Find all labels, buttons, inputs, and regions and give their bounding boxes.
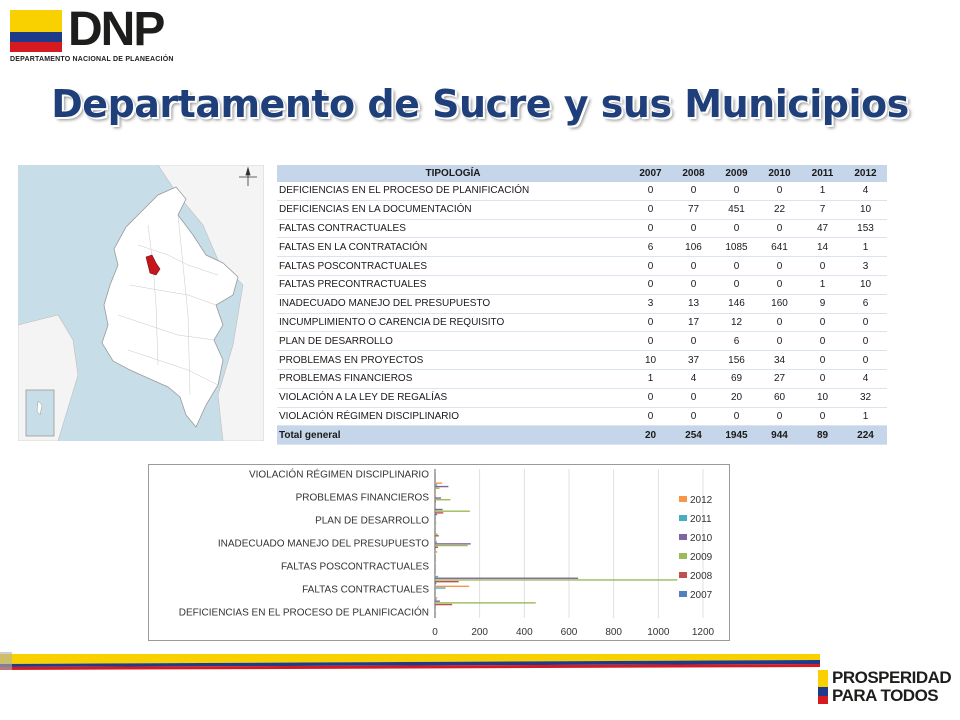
value-cell: 1 [629, 369, 672, 388]
bar-2009 [435, 522, 436, 523]
value-cell: 89 [801, 426, 844, 445]
value-cell: 6 [715, 332, 758, 351]
table-row [277, 351, 887, 370]
data-table [277, 165, 887, 445]
value-cell: 0 [672, 257, 715, 276]
chart-svg [149, 465, 729, 640]
bar-2007 [435, 514, 437, 515]
value-cell: 12 [715, 313, 758, 332]
bar-2008 [435, 604, 452, 605]
tipologia-cell: INADECUADO MANEJO DEL PRESUPUESTO [277, 294, 629, 313]
tipologia-cell: PROBLEMAS EN PROYECTOS [277, 351, 629, 370]
value-cell: 0 [672, 182, 715, 200]
header-2008: 2008 [672, 165, 715, 182]
logo-text: DNP [68, 3, 164, 56]
bar-2011 [435, 484, 437, 485]
value-cell: 0 [715, 219, 758, 238]
value-cell: 944 [758, 426, 801, 445]
value-cell: 60 [758, 388, 801, 407]
header-2009: 2009 [715, 165, 758, 182]
bar-2012 [435, 609, 436, 610]
table-row [277, 388, 887, 407]
legend-swatch-2011 [679, 515, 687, 521]
bar-2010 [435, 543, 471, 544]
value-cell: 0 [758, 257, 801, 276]
value-cell: 224 [844, 426, 887, 445]
value-cell: 0 [715, 257, 758, 276]
bar-2010 [435, 600, 440, 601]
value-cell: 0 [844, 313, 887, 332]
value-cell: 1 [801, 275, 844, 294]
logo-subtitle: DEPARTAMENTO NACIONAL DE PLANEACIÓN [10, 56, 174, 63]
y-category-label: FALTAS POSCONTRACTUALES [281, 561, 429, 573]
y-category-label: INADECUADO MANEJO DEL PRESUPUESTO [217, 538, 429, 550]
para-todos-text: PARA TODOS [832, 686, 939, 705]
table-row [277, 219, 887, 238]
x-tick-label: 0 [432, 627, 438, 638]
x-tick-label: 400 [515, 627, 533, 638]
value-cell: 77 [672, 200, 715, 219]
bar-2009 [435, 510, 470, 511]
bar-2008 [435, 547, 438, 548]
value-cell: 3 [844, 257, 887, 276]
colombia-map [18, 165, 264, 441]
y-category-label: FALTAS CONTRACTUALES [302, 584, 429, 596]
value-cell: 0 [672, 275, 715, 294]
bar-2007 [435, 548, 436, 549]
tipologia-cell: PROBLEMAS FINANCIEROS [277, 369, 629, 388]
value-cell: 156 [715, 351, 758, 370]
value-cell: 27 [758, 369, 801, 388]
value-cell: 0 [629, 182, 672, 200]
value-cell: 0 [715, 275, 758, 294]
value-cell: 32 [844, 388, 887, 407]
table-row [277, 238, 887, 257]
value-cell: 160 [758, 294, 801, 313]
bar-2009 [435, 545, 468, 546]
bar-2010 [435, 578, 578, 579]
value-cell: 10 [844, 275, 887, 294]
bar-2012 [435, 540, 436, 541]
table-row [277, 275, 887, 294]
table-header-row [277, 165, 887, 182]
bar-2010 [435, 486, 448, 487]
value-cell: 0 [629, 219, 672, 238]
legend-swatch-2010 [679, 534, 687, 540]
value-cell: 0 [629, 275, 672, 294]
table-row [277, 182, 887, 200]
value-cell: 69 [715, 369, 758, 388]
legend-label-2009: 2009 [690, 552, 713, 563]
value-cell: 0 [758, 407, 801, 426]
legend-label-2012: 2012 [690, 495, 713, 506]
bar-2012 [435, 471, 436, 472]
table-row [277, 407, 887, 426]
value-cell: 4 [844, 182, 887, 200]
value-cell: 0 [629, 407, 672, 426]
value-cell: 17 [672, 313, 715, 332]
bar-2011 [435, 610, 436, 611]
table-row [277, 313, 887, 332]
table-row [277, 200, 887, 219]
bar-2011 [435, 587, 445, 588]
bar-2012 [435, 494, 436, 495]
header-2011: 2011 [801, 165, 844, 182]
value-cell: 0 [672, 388, 715, 407]
table-row [277, 294, 887, 313]
x-tick-label: 200 [471, 627, 489, 638]
value-cell: 3 [629, 294, 672, 313]
value-cell: 0 [801, 369, 844, 388]
value-cell: 9 [801, 294, 844, 313]
tipologia-cell: VIOLACIÓN RÉGIMEN DISCIPLINARIO [277, 407, 629, 426]
total-label: Total general [277, 426, 629, 445]
header-2012: 2012 [844, 165, 887, 182]
value-cell: 0 [715, 407, 758, 426]
value-cell: 0 [758, 332, 801, 351]
bar-2008 [435, 581, 459, 582]
bar-2007 [435, 583, 436, 584]
value-cell: 10 [844, 200, 887, 219]
legend-label-2007: 2007 [690, 590, 713, 601]
value-cell: 1 [844, 407, 887, 426]
value-cell: 34 [758, 351, 801, 370]
prosperidad-logo [818, 668, 952, 708]
x-tick-label: 1200 [691, 627, 715, 638]
bar-2011 [435, 599, 437, 600]
bar-2009 [435, 579, 677, 580]
value-cell: 146 [715, 294, 758, 313]
bar-2011 [435, 576, 438, 577]
value-cell: 0 [629, 257, 672, 276]
bar-2012 [435, 563, 436, 564]
value-cell: 0 [801, 257, 844, 276]
value-cell: 0 [801, 407, 844, 426]
table-row [277, 332, 887, 351]
header-tipologia: TIPOLOGÍA [277, 165, 629, 182]
value-cell: 0 [844, 332, 887, 351]
bar-2012 [435, 574, 436, 575]
dnp-logo [10, 3, 190, 68]
value-cell: 37 [672, 351, 715, 370]
bar-2008 [435, 535, 439, 536]
value-cell: 254 [672, 426, 715, 445]
y-category-label: PROBLEMAS FINANCIEROS [295, 492, 429, 504]
value-cell: 0 [758, 219, 801, 238]
tipologia-cell: FALTAS POSCONTRACTUALES [277, 257, 629, 276]
value-cell: 153 [844, 219, 887, 238]
value-cell: 20 [715, 388, 758, 407]
value-cell: 13 [672, 294, 715, 313]
header-2007: 2007 [629, 165, 672, 182]
value-cell: 4 [844, 369, 887, 388]
tipologia-cell: PLAN DE DESARROLLO [277, 332, 629, 351]
bar-2010 [435, 509, 443, 510]
header-2010: 2010 [758, 165, 801, 182]
value-cell: 0 [801, 313, 844, 332]
bar-2007 [435, 502, 436, 503]
tipologia-cell: FALTAS CONTRACTUALES [277, 219, 629, 238]
legend-label-2011: 2011 [690, 514, 712, 525]
value-cell: 0 [844, 351, 887, 370]
bar-2009 [435, 602, 536, 603]
value-cell: 47 [801, 219, 844, 238]
value-cell: 0 [758, 313, 801, 332]
bar-2012 [435, 586, 469, 587]
value-cell: 641 [758, 238, 801, 257]
x-tick-label: 1000 [647, 627, 670, 638]
value-cell: 0 [672, 407, 715, 426]
value-cell: 0 [629, 313, 672, 332]
value-cell: 0 [801, 351, 844, 370]
y-category-label: VIOLACIÓN RÉGIMEN DISCIPLINARIO [248, 469, 429, 481]
bar-2011 [435, 541, 437, 542]
value-cell: 0 [801, 332, 844, 351]
prosperidad-text: PROSPERIDAD [832, 668, 952, 687]
bar-2010 [435, 497, 441, 498]
tipologia-cell: FALTAS PRECONTRACTUALES [277, 275, 629, 294]
legend-label-2008: 2008 [690, 571, 713, 582]
legend-label-2010: 2010 [690, 533, 713, 544]
tipologia-cell: INCUMPLIMIENTO O CARENCIA DE REQUISITO [277, 313, 629, 332]
table-total-row [277, 426, 887, 445]
value-cell: 7 [801, 200, 844, 219]
bar-2009 [435, 499, 450, 500]
value-cell: 0 [672, 219, 715, 238]
value-cell: 1 [801, 182, 844, 200]
tipologia-cell: DEFICIENCIAS EN LA DOCUMENTACIÓN [277, 200, 629, 219]
value-cell: 20 [629, 426, 672, 445]
table-row [277, 257, 887, 276]
bar-2012 [435, 482, 442, 483]
bar-2009 [435, 488, 439, 489]
bar-2012 [435, 597, 437, 598]
value-cell: 1 [844, 238, 887, 257]
bar-2012 [435, 551, 437, 552]
y-category-label: PLAN DE DESARROLLO [315, 515, 429, 527]
bar-2011 [435, 553, 436, 554]
tipologia-cell: VIOLACIÓN A LA LEY DE REGALÍAS [277, 388, 629, 407]
value-cell: 10 [801, 388, 844, 407]
flag-bar-icon [818, 670, 828, 704]
legend-swatch-2008 [679, 572, 687, 578]
legend-swatch-2012 [679, 496, 687, 502]
value-cell: 6 [844, 294, 887, 313]
value-cell: 0 [629, 388, 672, 407]
bar-2008 [435, 501, 436, 502]
footer-flag-stripes [0, 652, 820, 670]
value-cell: 451 [715, 200, 758, 219]
tipologia-cell: DEFICIENCIAS EN EL PROCESO DE PLANIFICACIÓN [277, 182, 629, 200]
value-cell: 0 [758, 275, 801, 294]
value-cell: 22 [758, 200, 801, 219]
x-tick-label: 600 [560, 627, 578, 638]
tipologia-table [277, 165, 887, 445]
value-cell: 106 [672, 238, 715, 257]
y-category-label: DEFICIENCIAS EN EL PROCESO DE PLANIFICACIÓN [178, 607, 429, 619]
value-cell: 0 [758, 182, 801, 200]
bar-2008 [435, 512, 443, 513]
tipologia-cell: FALTAS EN LA CONTRATACIÓN [277, 238, 629, 257]
value-cell: 4 [672, 369, 715, 388]
legend-swatch-2007 [679, 591, 687, 597]
bar-2009 [435, 533, 438, 534]
value-cell: 0 [672, 332, 715, 351]
value-cell: 1085 [715, 238, 758, 257]
value-cell: 6 [629, 238, 672, 257]
map-graphic [18, 165, 264, 441]
legend-swatch-2009 [679, 553, 687, 559]
value-cell: 14 [801, 238, 844, 257]
bar-chart [148, 464, 730, 641]
page-title: Departamento de Sucre y sus Municipios [51, 82, 909, 126]
value-cell: 0 [629, 200, 672, 219]
value-cell: 0 [629, 332, 672, 351]
x-tick-label: 800 [605, 627, 623, 638]
table-row [277, 369, 887, 388]
value-cell: 0 [715, 182, 758, 200]
value-cell: 1945 [715, 426, 758, 445]
value-cell: 10 [629, 351, 672, 370]
colombia-flag-icon [10, 10, 62, 52]
